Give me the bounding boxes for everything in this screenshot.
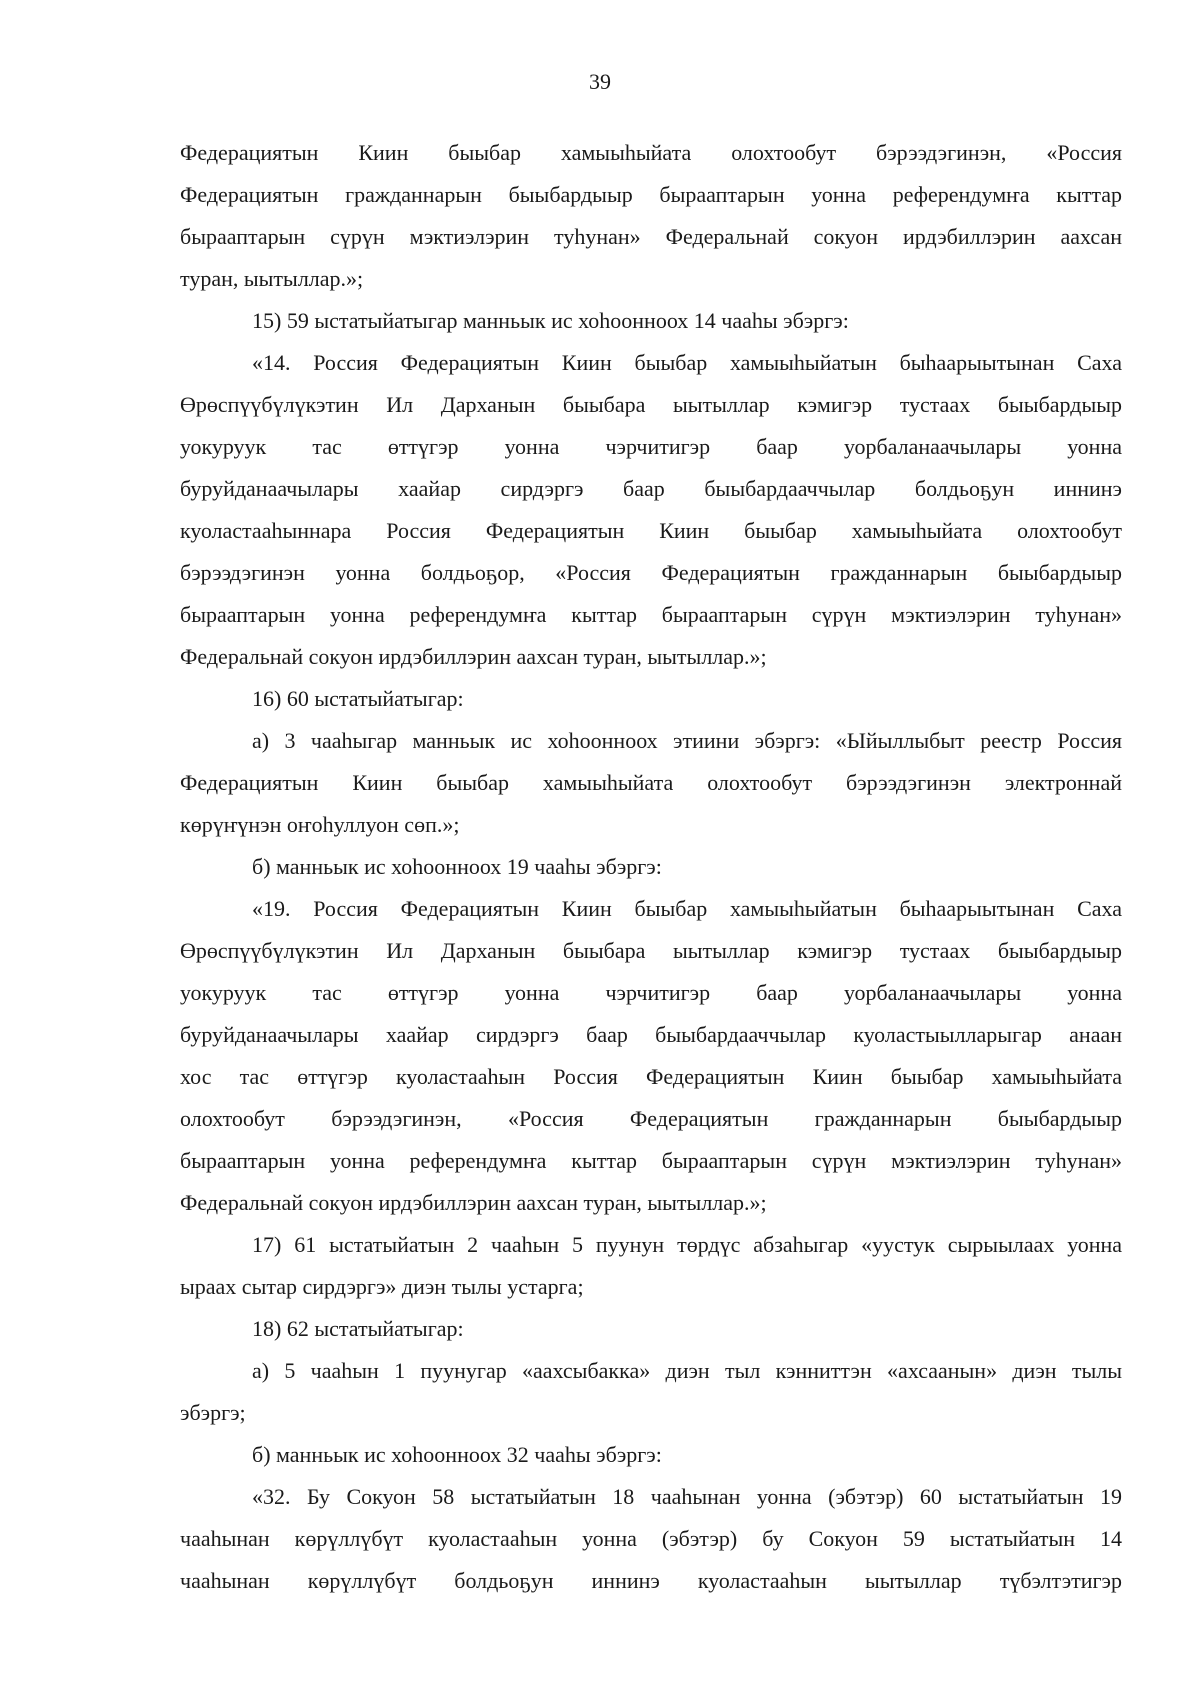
text-line: Өрөспүүбүлүкэтин Ил Дарханын быыбара ыытыллар кэмигэр тустаах быыбардыыр — [180, 392, 1122, 417]
text-line: Федерациятын Киин быыбар хамыыһыйата олохтообут бэрээдэгинэн, «Россия — [180, 140, 1122, 165]
text-line: 15) 59 ыстатыйатыгар манньык ис хоһоонноох 14 чааһы эбэргэ: — [252, 308, 849, 333]
text-line: «32. Бу Сокуон 58 ыстатыйатын 18 чааһынан уонна (эбэтэр) 60 ыстатыйатын 19 — [252, 1484, 1122, 1509]
text-line: б) манньык ис хоһоонноох 32 чааһы эбэргэ: — [252, 1442, 662, 1467]
text-line: олохтообут бэрээдэгинэн, «Россия Федерациятын гражданнарын быыбардыыр — [180, 1106, 1122, 1131]
text-line: буруйданаачылары хаайар сирдэргэ баар быыбардааччылар болдьоҕун иннинэ — [180, 476, 1122, 501]
text-line: «19. Россия Федерациятын Киин быыбар хамыыһыйатын быһаарыытынан Саха — [252, 896, 1122, 921]
text-line: ыраах сытар сирдэргэ» диэн тылы устарга; — [180, 1274, 584, 1299]
text-line: уокуруук тас өттүгэр уонна чэрчитигэр баар уорбаланаачылары уонна — [180, 434, 1122, 459]
text-line: туран, ыытыллар.»; — [180, 266, 364, 291]
text-line: Федеральнай сокуон ирдэбиллэрин аахсан туран, ыытыллар.»; — [180, 1190, 767, 1215]
text-line: Федерациятын Киин быыбар хамыыһыйата олохтообут бэрээдэгинэн электроннай — [180, 770, 1122, 795]
text-line: уокуруук тас өттүгэр уонна чэрчитигэр баар уорбаланаачылары уонна — [180, 980, 1122, 1005]
text-line: б) манньык ис хоһоонноох 19 чааһы эбэргэ: — [252, 854, 662, 879]
text-line: буруйданаачылары хаайар сирдэргэ баар быыбардааччылар куоластыылларыгар анаан — [180, 1022, 1122, 1047]
text-line: көрүҥүнэн оҥоһуллуон сөп.»; — [180, 812, 460, 837]
text-line: Федерациятын гражданнарын быыбардыыр бырааптарын уонна референдумҥа кыттар — [180, 182, 1122, 207]
text-line: а) 5 чааһын 1 пуунугар «аахсыбакка» диэн тыл кэнниттэн «ахсаанын» диэн тылы — [252, 1358, 1122, 1383]
text-line: бэрээдэгинэн уонна болдьоҕор, «Россия Федерациятын гражданнарын быыбардыыр — [180, 560, 1122, 585]
text-line: бырааптарын уонна референдумҥа кыттар бырааптарын сүрүн мэктиэлэрин туһунан» — [180, 1148, 1122, 1173]
text-line: хос тас өттүгэр куоластааһын Россия Федерациятын Киин быыбар хамыыһыйата — [180, 1064, 1122, 1089]
text-line: Федеральнай сокуон ирдэбиллэрин аахсан туран, ыытыллар.»; — [180, 644, 767, 669]
text-line: эбэргэ; — [180, 1400, 246, 1425]
text-line: «14. Россия Федерациятын Киин быыбар хамыыһыйатын быһаарыытынан Саха — [252, 350, 1122, 375]
text-line: чааһынан көрүллүбүт болдьоҕун иннинэ куоластааһын ыытыллар түбэлтэтигэр — [180, 1568, 1122, 1593]
text-line: бырааптарын сүрүн мэктиэлэрин туһунан» Федеральнай сокуон ирдэбиллэрин аахсан — [180, 224, 1122, 249]
text-line: чааһынан көрүллүбүт куоластааһын уонна (эбэтэр) бу Сокуон 59 ыстатыйатын 14 — [180, 1526, 1122, 1551]
document-body — [180, 132, 1122, 1602]
text-line: 18) 62 ыстатыйатыгар: — [252, 1316, 464, 1341]
text-line: 16) 60 ыстатыйатыгар: — [252, 686, 464, 711]
text-line: бырааптарын уонна референдумҥа кыттар бырааптарын сүрүн мэктиэлэрин туһунан» — [180, 602, 1122, 627]
page-number: 39 — [589, 69, 611, 94]
text-line: а) 3 чааһыгар манньык ис хоһоонноох этиини эбэргэ: «Ыйыллыбыт реестр Россия — [252, 728, 1122, 753]
text-line: Өрөспүүбүлүкэтин Ил Дарханын быыбара ыытыллар кэмигэр тустаах быыбардыыр — [180, 938, 1122, 963]
text-line: куоластааһыннара Россия Федерациятын Киин быыбар хамыыһыйата олохтообут — [180, 518, 1122, 543]
text-line: 17) 61 ыстатыйатын 2 чааһын 5 пуунун төрдүс абзаһыгар «уустук сырыылаах уонна — [252, 1232, 1122, 1257]
